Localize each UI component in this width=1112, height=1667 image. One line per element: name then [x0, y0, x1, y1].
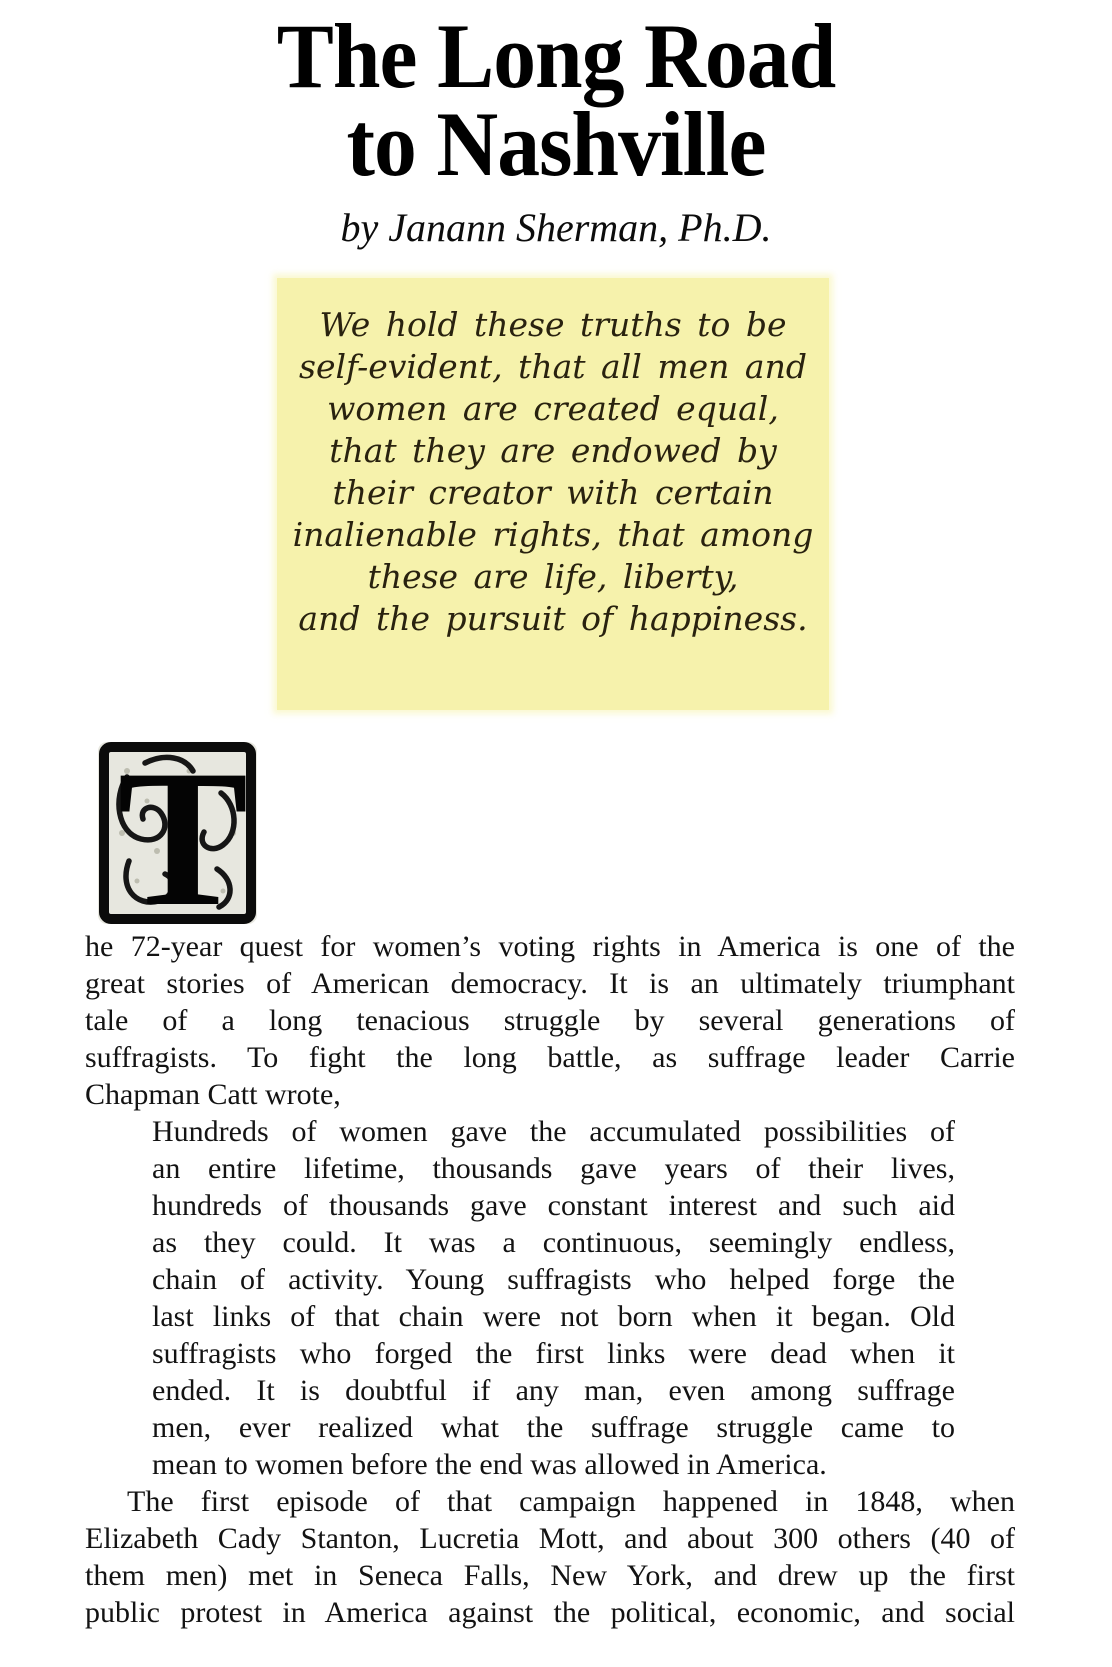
body-text-line: he 72-year quest for women’s voting rights in America is one of the [85, 930, 1015, 963]
quote-text-line: as they could. It was a continuous, seemingly endless, [152, 1226, 955, 1259]
quote-text-line: an entire lifetime, thousands gave years of their lives, [152, 1152, 955, 1185]
page-title [39, 5, 1073, 195]
calligraphy-line: inalienable rights, that among [292, 515, 814, 554]
woodcut-initial-icon [97, 741, 258, 925]
quote-text-line: Hundreds of women gave the accumulated possibilities of [152, 1115, 955, 1148]
body-text-line: Chapman Catt wrote, [85, 1078, 341, 1111]
closing-paragraph [85, 1483, 1015, 1631]
calligraphy-text [277, 278, 829, 640]
article-header [0, 5, 1112, 250]
quote-text-line: chain of activity. Young suffragists who helped forge the [152, 1263, 955, 1296]
quote-text-line: ended. It is doubtful if any man, even among suffrage [152, 1374, 955, 1407]
opening-paragraph [85, 928, 1015, 1113]
title-line-1: The Long Road [276, 5, 836, 107]
body-text-line: them men) met in Seneca Falls, New York, and drew up the first [85, 1559, 1015, 1592]
calligraphy-line: their creator with certain [332, 473, 774, 512]
quote-text-line: suffragists who forged the first links were dead when it [152, 1337, 955, 1370]
calligraphy-line: these are life, liberty, [367, 557, 739, 596]
ornate-drop-cap-image [97, 741, 258, 925]
body-text-line: Elizabeth Cady Stanton, Lucretia Mott, and about 300 others (40 of [85, 1522, 1015, 1555]
calligraphy-line: self-evident, that all men and [299, 347, 807, 386]
quote-text-line: hundreds of thousands gave constant interest and such aid [152, 1189, 955, 1222]
calligraphy-line: We hold these truths to be [319, 305, 787, 344]
catt-block-quote [152, 1113, 955, 1483]
body-text-line: tale of a long tenacious struggle by several generations of [85, 1004, 1015, 1037]
calligraphy-line: that they are endowed by [329, 431, 777, 470]
calligraphy-line: and the pursuit of happiness. [298, 599, 808, 638]
dropcap-letter: T [117, 741, 249, 925]
body-text-line: great stories of American democracy. It is an ultimately triumphant [85, 967, 1015, 1000]
article-body [85, 928, 1015, 1631]
body-text-line: public protest in America against the political, economic, and social [85, 1596, 1015, 1629]
quote-text-line: men, ever realized what the suffrage struggle came to [152, 1411, 955, 1444]
calligraphy-line: women are created equal, [327, 389, 779, 428]
body-text-line: suffragists. To fight the long battle, as suffrage leader Carrie [85, 1041, 1015, 1074]
body-text-line: The first episode of that campaign happened in 1848, when [127, 1485, 1015, 1518]
quote-text-line: last links of that chain were not born when it began. Old [152, 1300, 955, 1333]
quote-text-line: mean to women before the end was allowed in America. [152, 1448, 827, 1481]
byline: by Janann Sherman, Ph.D. [340, 205, 772, 250]
title-line-2: to Nashville [346, 93, 766, 195]
declaration-calligraphy-image [277, 278, 829, 710]
